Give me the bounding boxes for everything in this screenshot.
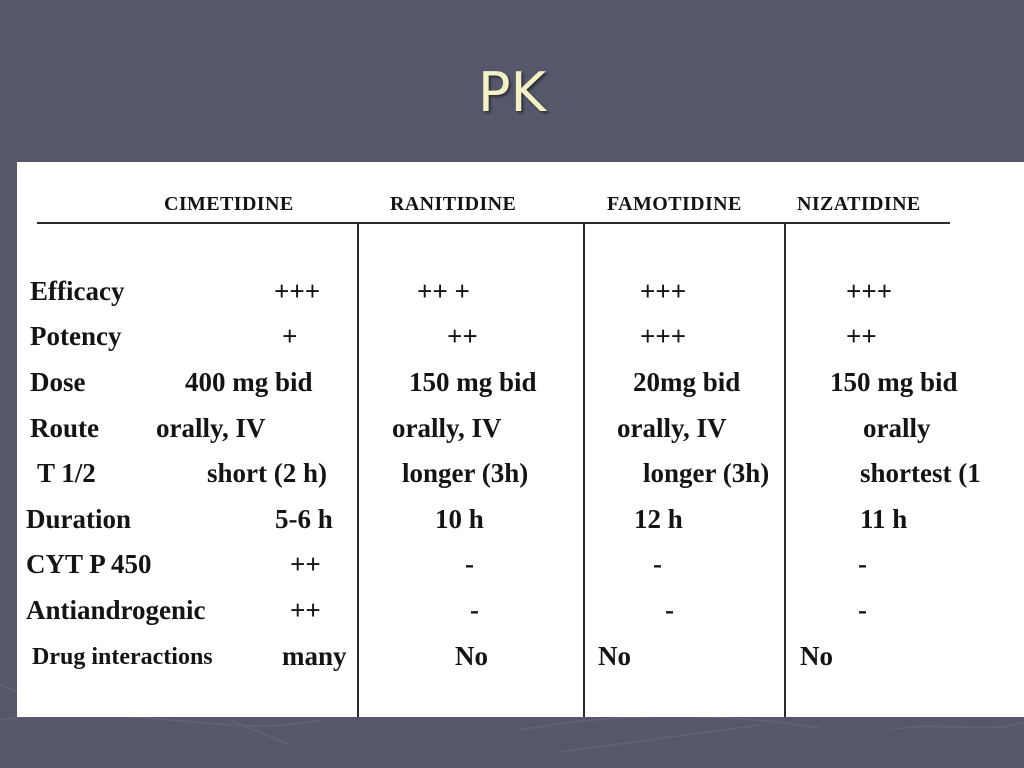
- table-cell: No: [598, 641, 631, 671]
- table-cell: ++: [447, 321, 478, 351]
- column-divider: [784, 224, 786, 717]
- table-cell: short (2 h): [207, 458, 327, 488]
- column-divider: [583, 224, 585, 717]
- table-cell: ++: [846, 321, 877, 351]
- table-cell: 150 mg bid: [409, 367, 537, 397]
- table-cell: +++: [640, 276, 687, 306]
- table-cell: 12 h: [634, 504, 683, 534]
- row-label-drug-interactions: Drug interactions: [32, 644, 213, 670]
- table-cell: 10 h: [435, 504, 484, 534]
- table-cell: -: [465, 549, 474, 579]
- table-cell: -: [470, 595, 479, 625]
- column-header-nizatidine: NIZATIDINE: [797, 193, 921, 215]
- column-header-famotidine: FAMOTIDINE: [607, 193, 742, 215]
- table-cell: 5-6 h: [275, 504, 333, 534]
- row-label-dose: Dose: [30, 367, 86, 397]
- row-label-duration: Duration: [26, 504, 132, 534]
- row-label-antiandrogenic: Antiandrogenic: [26, 595, 206, 625]
- column-header-cimetidine: CIMETIDINE: [164, 193, 294, 215]
- row-label-route: Route: [30, 413, 99, 443]
- table-cell: 400 mg bid: [185, 367, 313, 397]
- pk-comparison-table: [17, 162, 1024, 717]
- column-header-ranitidine: RANITIDINE: [390, 193, 517, 215]
- table-cell: 20mg bid: [633, 367, 741, 397]
- slide-title: PK: [478, 61, 546, 124]
- table-cell: -: [665, 595, 674, 625]
- table-cell: orally, IV: [617, 413, 727, 443]
- row-label-half-life: T 1/2: [37, 458, 96, 488]
- table-cell: orally, IV: [392, 413, 502, 443]
- column-divider: [357, 224, 359, 717]
- table-cell: orally, IV: [156, 413, 266, 443]
- table-cell: 150 mg bid: [830, 367, 958, 397]
- table-cell: -: [653, 549, 662, 579]
- row-label-efficacy: Efficacy: [30, 276, 125, 306]
- table-cell: +: [282, 321, 298, 351]
- table-cell: No: [455, 641, 488, 671]
- table-cell: ++: [290, 549, 321, 579]
- table-cell: No: [800, 641, 833, 671]
- table-cell: longer (3h): [402, 458, 529, 488]
- table-cell: ++ +: [417, 276, 470, 306]
- table-cell: -: [858, 549, 867, 579]
- table-cell: 11 h: [860, 504, 908, 534]
- row-label-potency: Potency: [30, 321, 122, 351]
- table-cell: shortest (1: [860, 458, 981, 488]
- table-cell: longer (3h): [643, 458, 770, 488]
- row-label-cyt-p450: CYT P 450: [26, 549, 152, 579]
- table-cell: +++: [846, 276, 893, 306]
- table-cell: orally: [863, 413, 931, 443]
- table-cell: ++: [290, 595, 321, 625]
- table-cell: +++: [274, 276, 321, 306]
- table-cell: many: [282, 641, 347, 671]
- table-cell: +++: [640, 321, 687, 351]
- table-cell: -: [858, 595, 867, 625]
- header-divider: [37, 222, 950, 224]
